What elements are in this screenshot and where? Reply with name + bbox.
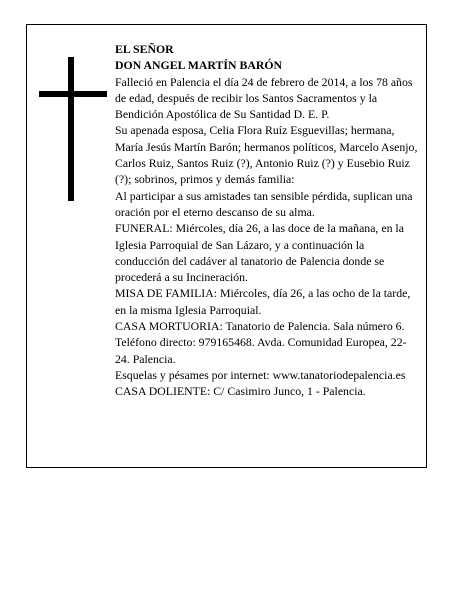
cross-horizontal-bar — [39, 91, 107, 97]
obituary-notice — [26, 24, 427, 468]
family-mass-info: MISA DE FAMILIA: Miércoles, día 26, a las ocho de la tarde, en la misma Iglesia Parroquial. — [115, 286, 411, 317]
prayer-request: Al participar a sus amistades tan sensible pérdida, suplican una oración por el eterno descanso de su alma. — [115, 188, 413, 219]
death-announcement: Falleció en Palencia el día 24 de febrero de 2014, a los 78 años de edad, después de recibir los Santos Sacramentos y la Bendición Apostólica de Su Santidad D. E. P. — [115, 74, 413, 122]
funeral-info: FUNERAL: Miércoles, día 26, a las doce de la mañana, en la Iglesia Parroquial de San Lázaro, y a continuación la conducción del cadáver al tanatorio de Palencia donde se procederá a su Incineración. — [115, 221, 404, 285]
notice-text — [115, 41, 421, 400]
mortuary-info: CASA MORTUORIA: Tanatorio de Palencia. Sala número 6. Teléfono directo: 979165468. Avda. Comunidad Europea, 22-24. Palencia. — [115, 319, 407, 366]
notice-title-name: DON ANGEL MARTÍN BARÓN — [115, 58, 283, 73]
cross-icon — [39, 57, 107, 201]
online-condolences: Esquelas y pésames por internet: www.tanatoriodepalencia.es — [115, 367, 406, 382]
family-home-info: CASA DOLIENTE: C/ Casimiro Junco, 1 - Palencia. — [115, 384, 366, 399]
notice-title-line1: EL SEÑOR — [115, 42, 174, 56]
cross-vertical-bar — [68, 57, 74, 201]
family-list: Su apenada esposa, Celia Flora Ruíz Esguevillas; hermana, María Jesús Martín Barón; hermanos políticos, Marcelo Asenjo, Carlos Ruiz, Santos Ruiz (?), Antonio Ruiz (?) y Eusebio Ruiz (?); sobrinos, primos y demás familia: — [115, 123, 418, 187]
